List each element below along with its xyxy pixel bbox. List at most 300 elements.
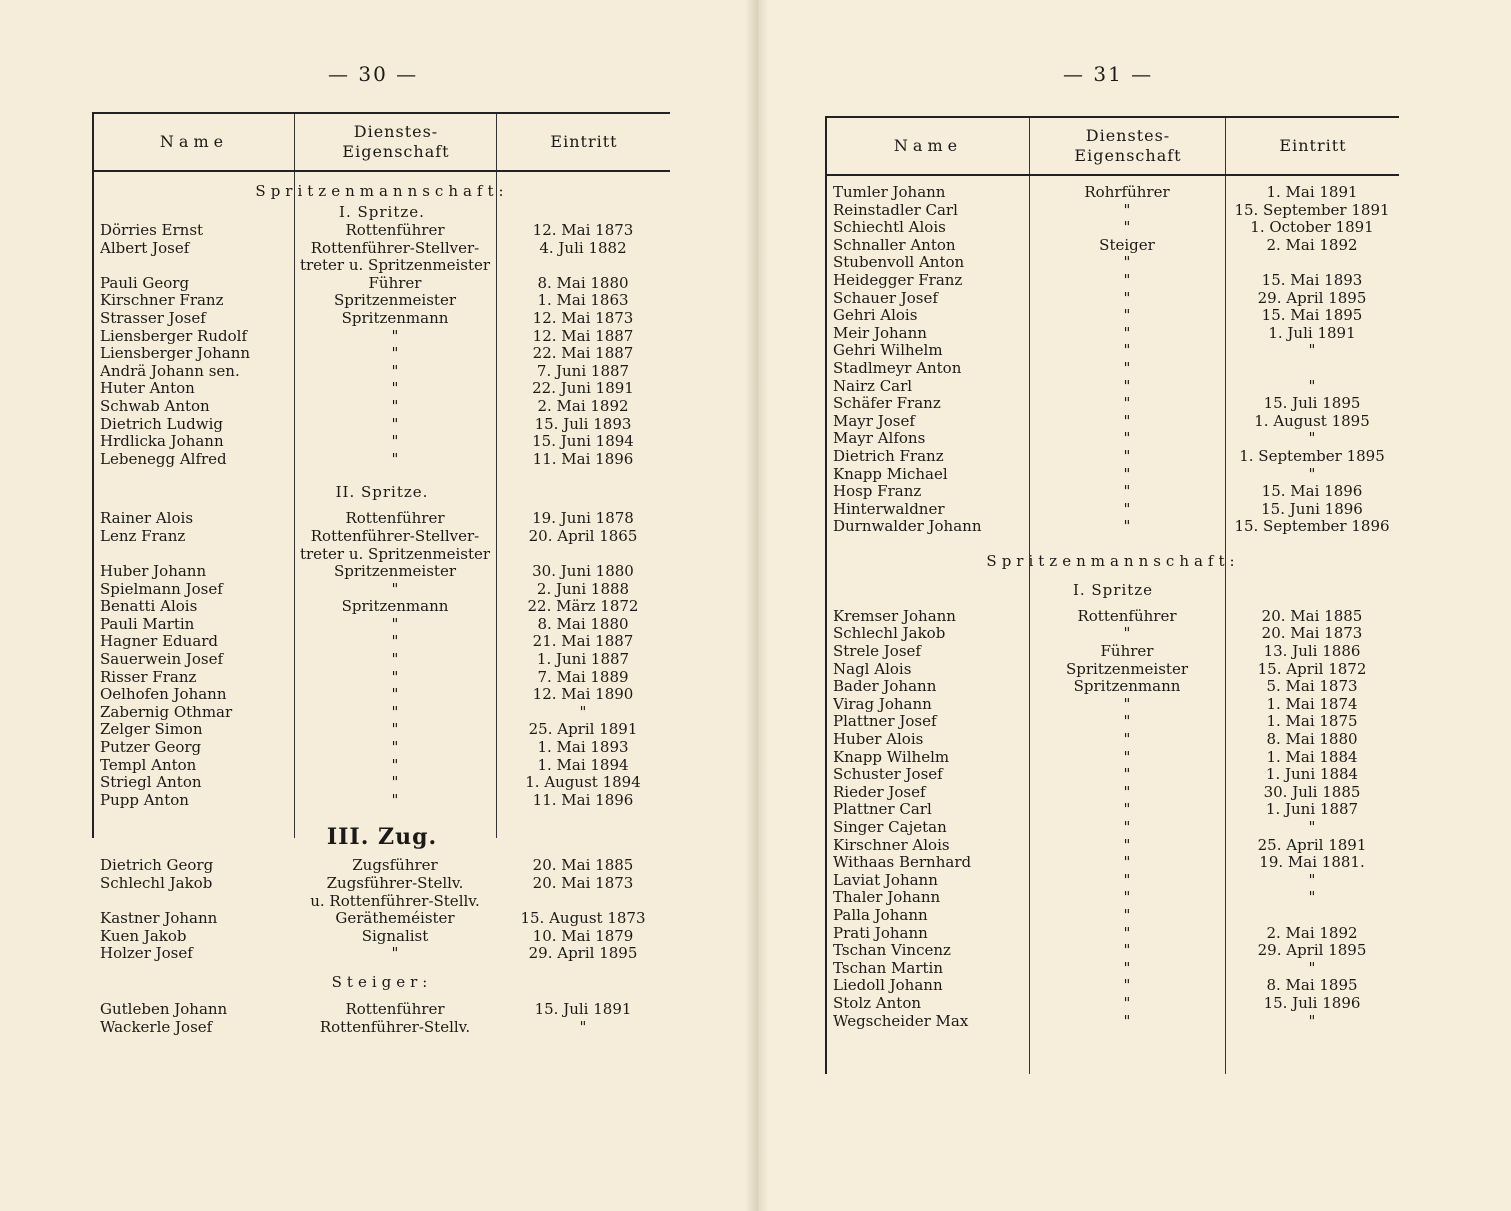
eintritt-cell: ": [1308, 870, 1316, 889]
table-row: [94, 510, 670, 528]
row-group: [94, 857, 670, 963]
eintritt-cell: 21. Mai 1887: [532, 632, 634, 651]
name-cell: Pauli Martin: [100, 615, 195, 633]
dienst-cell: ": [1123, 624, 1131, 643]
row-group: [827, 184, 1399, 536]
name-cell: Templ Anton: [100, 756, 197, 774]
name-cell: Putzer Georg: [100, 739, 202, 757]
name-cell: Liensberger Rudolf: [100, 327, 247, 345]
eintritt-cell: 29. April 1895: [1257, 941, 1367, 960]
table-row: [827, 977, 1399, 995]
eintritt-cell: 1. Mai 1884: [1266, 747, 1358, 766]
table-row: [94, 275, 670, 293]
column-rule: [294, 172, 295, 838]
dienst-cell: Rottenführer: [345, 221, 445, 239]
section-title: Steiger:: [331, 972, 433, 991]
name-cell: Meir Johann: [833, 324, 927, 342]
table-row: [827, 942, 1399, 960]
table-row: [827, 272, 1399, 290]
name-cell: Tschan Martin: [833, 959, 944, 977]
eintritt-cell: 1. September 1895: [1239, 446, 1385, 465]
name-cell: Risser Franz: [100, 668, 197, 686]
dienst-cell: Signalist: [361, 926, 429, 945]
eintritt-cell: 20. Mai 1873: [1261, 624, 1363, 643]
table-row: [94, 563, 670, 581]
table-row: [94, 910, 670, 928]
table-row: [827, 696, 1399, 714]
table-row: [94, 633, 670, 651]
eintritt-cell: 20. Mai 1885: [1261, 606, 1363, 625]
dienst-cell: ": [1123, 394, 1131, 413]
eintritt-cell: 20. Mai 1873: [532, 874, 634, 892]
name-cell: Lenz Franz: [100, 527, 186, 545]
dienst-cell: ": [391, 432, 399, 451]
dienst-cell: ": [1123, 800, 1131, 819]
eintritt-cell: ": [1308, 341, 1316, 360]
dienst-cell: Rottenführer-Stellv.: [319, 1017, 471, 1036]
table-row: [94, 651, 670, 669]
dienst-cell: ": [1123, 376, 1131, 395]
table-row: [827, 1013, 1399, 1031]
name-cell: Hinterwaldner: [833, 500, 945, 518]
table-row: [94, 416, 670, 434]
left-page: [0, 0, 755, 1211]
table-row: [94, 292, 670, 310]
name-cell: Tschan Vincenz: [833, 942, 951, 960]
dienst-cell: u. Rottenführer-Stellv.: [310, 891, 480, 910]
dienst-cell: Spritzenmeister: [334, 562, 456, 581]
table-row: [94, 380, 670, 398]
name-cell: Virag Johann: [833, 695, 932, 713]
subsection-title: I. Spritze: [1072, 580, 1154, 599]
dienst-cell: ": [1123, 765, 1131, 784]
table-row: [827, 925, 1399, 943]
page-number: — 31 —: [1063, 62, 1154, 86]
dienst-cell: ": [391, 667, 399, 686]
eintritt-cell: ": [1308, 888, 1316, 907]
dienst-cell: ": [1123, 482, 1131, 501]
dienst-cell: ": [1123, 464, 1131, 483]
name-cell: Schäfer Franz: [833, 395, 941, 413]
name-cell: Durnwalder Johann: [833, 518, 982, 536]
dienst-cell: ": [391, 755, 399, 774]
table-row: [94, 1001, 670, 1019]
dienst-cell: ": [1123, 517, 1131, 536]
table-row: [827, 608, 1399, 626]
eintritt-cell: 5. Mai 1873: [1266, 677, 1358, 696]
dienst-cell: Spritzenmann: [341, 308, 449, 327]
name-cell: Sauerwein Josef: [100, 651, 224, 669]
table-row: [827, 889, 1399, 907]
name-cell: Kirschner Alois: [833, 836, 950, 854]
header-name: Name: [159, 132, 229, 151]
table-row: [94, 857, 670, 875]
table-row: [827, 184, 1399, 202]
name-cell: Schnaller Anton: [833, 236, 956, 254]
table-row: [827, 661, 1399, 679]
table-row: [827, 854, 1399, 872]
name-cell: Thaler Johann: [833, 889, 941, 907]
table-row: [94, 581, 670, 599]
name-cell: Stubenvoll Anton: [833, 254, 965, 272]
eintritt-cell: 2. Juni 1888: [536, 579, 630, 598]
table-row: [94, 704, 670, 722]
roster-table: [825, 116, 1399, 1074]
name-cell: Schiechtl Alois: [833, 219, 946, 237]
name-cell: Benatti Alois: [100, 598, 198, 616]
table-row: [827, 307, 1399, 325]
table-row: [827, 466, 1399, 484]
dienst-cell: ": [391, 632, 399, 651]
eintritt-cell: 1. Mai 1875: [1266, 712, 1358, 731]
table-row: [94, 598, 670, 616]
table-row: [827, 995, 1399, 1013]
name-cell: Knapp Michael: [833, 465, 948, 483]
table-row: [827, 643, 1399, 661]
eintritt-cell: 2. Mai 1892: [1266, 923, 1358, 942]
eintritt-cell: 15. August 1873: [520, 909, 646, 928]
eintritt-cell: ": [579, 702, 587, 721]
name-cell: Schuster Josef: [833, 766, 943, 784]
dienst-cell: ": [391, 738, 399, 757]
dienst-cell: ": [391, 685, 399, 704]
dienst-cell: ": [1123, 358, 1131, 377]
dienst-cell: ": [391, 379, 399, 398]
table-row: [94, 739, 670, 757]
eintritt-cell: 11. Mai 1896: [532, 790, 634, 809]
dienst-cell: Führer: [1100, 642, 1154, 661]
eintritt-cell: 15. Mai 1896: [1261, 482, 1363, 501]
table-row: [827, 395, 1399, 413]
subsection-title: II. Spritze.: [335, 483, 429, 502]
eintritt-cell: 15. September 1896: [1234, 517, 1390, 536]
column-rule: [496, 172, 497, 838]
dienst-cell: Gerätheméister: [335, 909, 455, 928]
table-row: [94, 945, 670, 963]
right-page: [755, 0, 1511, 1211]
table-row: [827, 678, 1399, 696]
dienst-cell: Zugsführer: [352, 856, 438, 875]
eintritt-cell: 10. Mai 1879: [532, 926, 634, 945]
eintritt-cell: 25. April 1891: [1257, 835, 1367, 854]
eintritt-cell: 15. Juli 1893: [534, 414, 632, 433]
dienst-cell: ": [1123, 253, 1131, 272]
table-row: [827, 448, 1399, 466]
table-row: [827, 254, 1399, 272]
column-rule: [1225, 176, 1226, 1074]
eintritt-cell: 1. Juni 1887: [536, 650, 630, 669]
dienst-cell: Rohrführer: [1084, 183, 1170, 201]
table-row: [94, 669, 670, 687]
eintritt-cell: 1. October 1891: [1250, 218, 1374, 237]
dienst-cell: ": [391, 414, 399, 433]
eintritt-cell: 12. Mai 1890: [532, 685, 634, 704]
name-cell: Pauli Georg: [100, 274, 190, 292]
eintritt-cell: 7. Juni 1887: [536, 361, 630, 380]
eintritt-cell: 15. Juni 1896: [1261, 499, 1363, 518]
table-row: [827, 413, 1399, 431]
dienst-cell: treter u. Spritzenmeister: [299, 544, 491, 563]
dienst-cell: Spritzenmeister: [1066, 659, 1188, 678]
table-row: [94, 528, 670, 546]
dienst-cell: ": [1123, 712, 1131, 731]
eintritt-cell: 8. Mai 1880: [1266, 730, 1358, 749]
eintritt-cell: ": [1308, 1011, 1316, 1030]
eintritt-cell: ": [1308, 818, 1316, 836]
header-name: Name: [893, 136, 963, 155]
dienst-cell: ": [391, 650, 399, 669]
table-row: [94, 328, 670, 346]
table-row: [94, 451, 670, 469]
dienst-cell: ": [391, 720, 399, 739]
table-row: [94, 222, 670, 240]
name-cell: Zelger Simon: [100, 721, 203, 739]
name-cell: Kastner Johann: [100, 910, 218, 928]
dienst-cell: ": [1123, 446, 1131, 465]
name-cell: Wegscheider Max: [833, 1012, 969, 1030]
eintritt-cell: 8. Mai 1895: [1266, 976, 1358, 995]
name-cell: Nairz Carl: [833, 377, 913, 395]
dienst-cell: ": [1123, 323, 1131, 342]
dienst-cell: ": [391, 361, 399, 380]
eintritt-cell: 30. Juni 1880: [532, 562, 634, 581]
eintritt-cell: 1. Juni 1887: [1265, 800, 1359, 819]
dienst-cell: Spritzenmann: [341, 597, 449, 616]
dienst-cell: Rottenführer: [345, 999, 445, 1018]
table-row: [94, 546, 670, 564]
name-cell: Schauer Josef: [833, 289, 938, 307]
eintritt-cell: 20. Mai 1885: [532, 856, 634, 875]
table-row: [94, 875, 670, 893]
table-row: [94, 792, 670, 810]
name-cell: Mayr Alfons: [833, 430, 926, 448]
table-header: [94, 114, 670, 172]
subsection-title: I. Spritze.: [339, 203, 425, 221]
name-cell: Huter Anton: [100, 380, 195, 398]
name-cell: Kuen Jakob: [100, 927, 187, 945]
dienst-cell: Zugsführer-Stellv.: [326, 874, 464, 892]
eintritt-cell: 25. April 1891: [528, 720, 638, 739]
eintritt-cell: 22. Juni 1891: [532, 379, 634, 398]
dienst-cell: Rottenführer: [1077, 606, 1177, 625]
name-cell: Dietrich Georg: [100, 857, 214, 875]
section-title-zug: III. Zug.: [326, 824, 438, 851]
column-rule: [1029, 176, 1030, 1074]
name-cell: Stolz Anton: [833, 994, 922, 1012]
eintritt-cell: ": [1308, 958, 1316, 977]
table-row: [827, 713, 1399, 731]
name-cell: Andrä Johann sen.: [100, 362, 240, 380]
table-row: [827, 960, 1399, 978]
name-cell: Tumler Johann: [833, 184, 946, 201]
name-cell: Huber Alois: [833, 731, 924, 749]
table-row: [827, 501, 1399, 519]
table-row: [94, 893, 670, 911]
name-cell: Albert Josef: [100, 239, 190, 257]
table-row: [827, 625, 1399, 643]
eintritt-cell: 20. April 1865: [528, 526, 638, 545]
table-row: [94, 616, 670, 634]
eintritt-cell: 12. Mai 1873: [532, 308, 634, 327]
name-cell: Dietrich Franz: [833, 447, 944, 465]
table-row: [827, 819, 1399, 837]
eintritt-cell: 15. Juli 1895: [1263, 394, 1361, 413]
dienst-cell: ": [391, 773, 399, 792]
table-row: [827, 837, 1399, 855]
name-cell: Bader Johann: [833, 678, 937, 696]
table-row: [827, 731, 1399, 749]
dienst-cell: Rottenführer: [345, 509, 445, 528]
dienst-cell: ": [391, 449, 399, 468]
name-cell: Stadlmeyr Anton: [833, 359, 962, 377]
header-eintritt: Eintritt: [496, 114, 671, 170]
table-row: [827, 749, 1399, 767]
eintritt-cell: 4. Juli 1882: [539, 238, 627, 257]
eintritt-cell: 11. Mai 1896: [532, 449, 634, 468]
header-eintritt: Eintritt: [1225, 118, 1400, 174]
name-cell: Striegl Anton: [100, 774, 202, 792]
dienst-cell: Führer: [368, 273, 422, 292]
table-row: [94, 433, 670, 451]
name-cell: Strele Josef: [833, 643, 921, 661]
table-row: [827, 766, 1399, 784]
eintritt-cell: 1. August 1895: [1254, 411, 1370, 430]
eintritt-cell: 22. Mai 1887: [532, 344, 634, 363]
dienst-cell: ": [1123, 958, 1131, 977]
name-cell: Wackerle Josef: [100, 1018, 213, 1036]
row-group: [94, 222, 670, 468]
dienst-cell: Rottenführer-Stellver-: [310, 526, 480, 545]
name-cell: Laviat Johann: [833, 871, 938, 889]
name-cell: Reinstadler Carl: [833, 201, 958, 219]
table-row: [827, 483, 1399, 501]
name-cell: Knapp Wilhelm: [833, 748, 950, 766]
table-row: [94, 257, 670, 275]
name-cell: Nagl Alois: [833, 660, 912, 678]
dienst-cell: Rottenführer-Stellver-: [310, 238, 480, 257]
page-number: — 30 —: [328, 62, 419, 86]
dienst-cell: ": [391, 344, 399, 363]
eintritt-cell: 1. Mai 1891: [1266, 183, 1358, 201]
eintritt-cell: 15. April 1872: [1257, 659, 1367, 678]
eintritt-cell: ": [1308, 376, 1316, 395]
dienst-cell: ": [1123, 835, 1131, 854]
name-cell: Strasser Josef: [100, 309, 206, 327]
dienst-cell: ": [1123, 694, 1131, 713]
eintritt-cell: 13. Juli 1886: [1263, 642, 1361, 661]
name-cell: Schwab Anton: [100, 397, 210, 415]
name-cell: Kremser Johann: [833, 607, 956, 625]
name-cell: Plattner Carl: [833, 801, 932, 819]
dienst-cell: ": [1123, 270, 1131, 289]
table-row: [94, 363, 670, 381]
name-cell: Spielmann Josef: [100, 580, 223, 598]
table-row: [827, 237, 1399, 255]
dienst-cell: ": [1123, 429, 1131, 448]
name-cell: Lebenegg Alfred: [100, 450, 227, 468]
name-cell: Gehri Alois: [833, 307, 918, 325]
dienst-cell: ": [1123, 870, 1131, 889]
dienst-cell: ": [1123, 923, 1131, 942]
name-cell: Hagner Eduard: [100, 633, 219, 651]
eintritt-cell: 15. Mai 1893: [1261, 270, 1363, 289]
dienst-cell: ": [1123, 782, 1131, 801]
dienst-cell: treter u. Spritzenmeister: [299, 256, 491, 275]
name-cell: Palla Johann: [833, 906, 928, 924]
dienst-cell: ": [1123, 747, 1131, 766]
dienst-cell: ": [1123, 341, 1131, 360]
name-cell: Zabernig Othmar: [100, 703, 233, 721]
name-cell: Gutleben Johann: [100, 1000, 228, 1018]
header-dienst: Dienstes- Eigenschaft: [1029, 118, 1226, 174]
dienst-cell: ": [1123, 905, 1131, 924]
eintritt-cell: 1. Mai 1874: [1266, 694, 1358, 713]
dienst-cell: ": [1123, 730, 1131, 749]
name-cell: Mayr Josef: [833, 412, 915, 430]
eintritt-cell: 8. Mai 1880: [537, 273, 629, 292]
dienst-cell: ": [1123, 976, 1131, 995]
table-row: [827, 518, 1399, 536]
row-group: [94, 1001, 670, 1036]
eintritt-cell: 19. Mai 1881.: [1259, 853, 1365, 872]
table-row: [827, 290, 1399, 308]
name-cell: Holzer Josef: [100, 945, 193, 963]
table-row: [94, 757, 670, 775]
name-cell: Pupp Anton: [100, 791, 189, 809]
dienst-cell: ": [391, 396, 399, 415]
dienst-cell: ": [1123, 853, 1131, 872]
dienst-cell: ": [391, 614, 399, 633]
dienst-cell: ": [1123, 306, 1131, 325]
dienst-cell: ": [1123, 888, 1131, 907]
table-row: [827, 378, 1399, 396]
eintritt-cell: 29. April 1895: [1257, 288, 1367, 307]
name-cell: Rieder Josef: [833, 783, 926, 801]
name-cell: Rainer Alois: [100, 510, 194, 528]
table-row: [827, 872, 1399, 890]
eintritt-cell: 15. Juli 1896: [1263, 993, 1361, 1012]
name-cell: Heidegger Franz: [833, 271, 963, 289]
table-row: [94, 774, 670, 792]
dienst-cell: ": [1123, 200, 1131, 219]
eintritt-cell: 29. April 1895: [528, 944, 638, 963]
table-body: [827, 176, 1399, 1030]
eintritt-cell: 2. Mai 1892: [1266, 235, 1358, 254]
section-title: Spritzenmannschaft:: [986, 551, 1240, 570]
name-cell: Hrdlicka Johann: [100, 433, 224, 451]
table-row: [94, 721, 670, 739]
dienst-cell: ": [1123, 941, 1131, 960]
table-row: [827, 801, 1399, 819]
table-row: [827, 907, 1399, 925]
table-row: [827, 784, 1399, 802]
dienst-cell: ": [391, 326, 399, 345]
dienst-cell: Spritzenmeister: [334, 291, 456, 310]
eintritt-cell: 1. August 1894: [525, 773, 641, 792]
eintritt-cell: 1. Mai 1863: [537, 291, 629, 310]
dienst-cell: Steiger: [1099, 235, 1155, 254]
row-group: [827, 608, 1399, 1030]
dienst-cell: ": [1123, 818, 1131, 836]
eintritt-cell: 7. Mai 1889: [537, 667, 629, 686]
eintritt-cell: 15. Mai 1895: [1261, 306, 1363, 325]
eintritt-cell: 15. Juni 1894: [532, 432, 634, 451]
section-title: Spritzenmannschaft:: [255, 182, 509, 200]
dienst-cell: ": [1123, 411, 1131, 430]
name-cell: Huber Johann: [100, 563, 207, 581]
dienst-cell: ": [391, 790, 399, 809]
table-row: [827, 430, 1399, 448]
